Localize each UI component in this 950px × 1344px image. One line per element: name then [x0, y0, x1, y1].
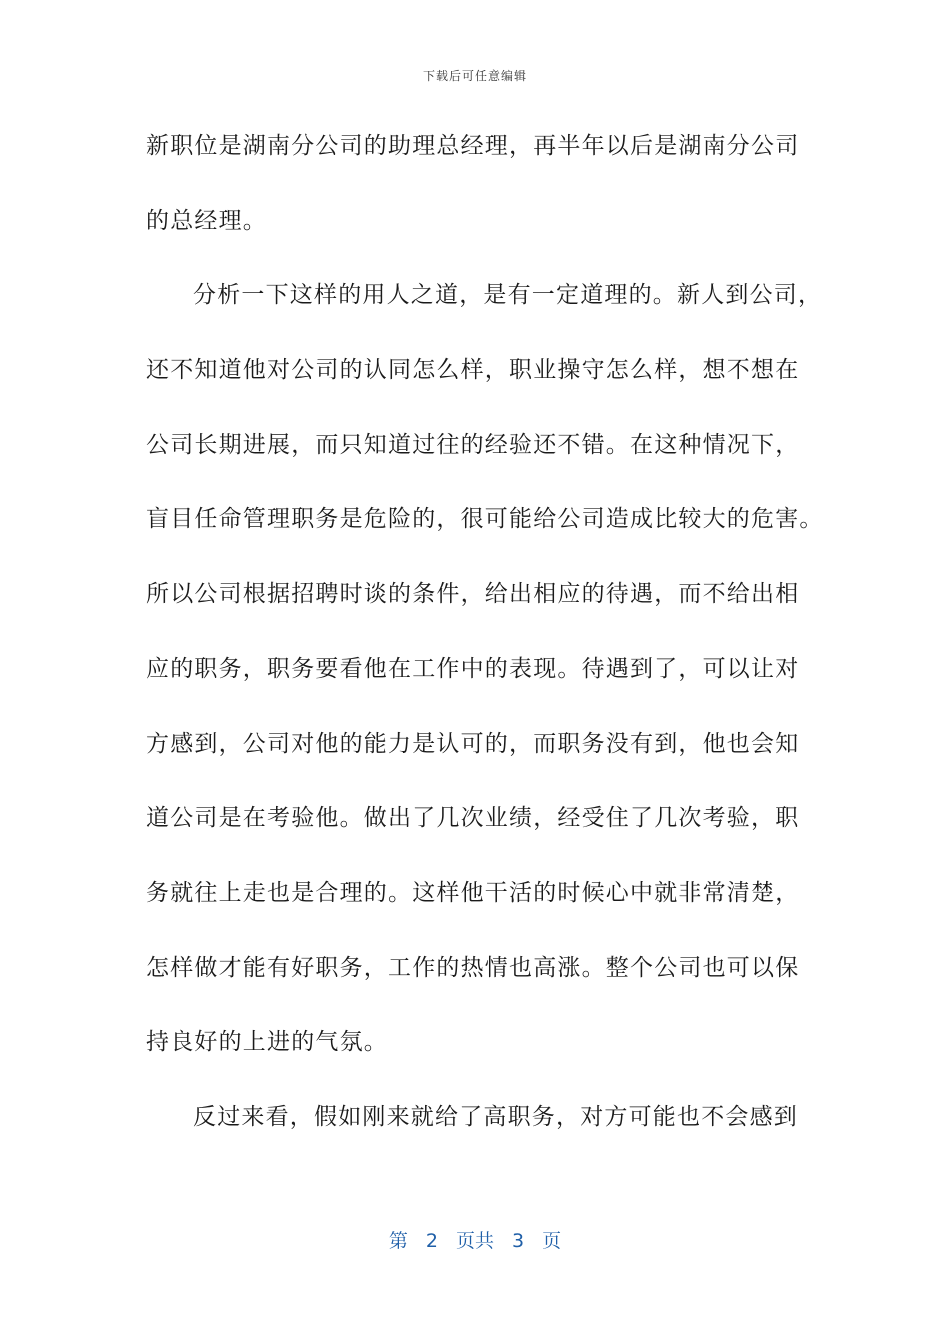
- text-line: 持良好的上进的气氛。: [146, 1029, 388, 1056]
- footer-middle: 页共: [455, 1230, 494, 1252]
- document-body: [146, 118, 824, 1164]
- text-line: 盲目任命管理职务是危险的，很可能给公司造成比较大的危害。: [146, 506, 824, 533]
- text-line: 怎样做才能有好职务，工作的热情也高涨。整个公司也可以保: [146, 954, 800, 981]
- text-line: 新职位是湖南分公司的助理总经理，再半年以后是湖南分公司: [146, 133, 800, 159]
- text-line: 方感到，公司对他的能力是认可的，而职务没有到，他也会知: [146, 730, 800, 757]
- text-line: 还不知道他对公司的认同怎么样，职业操守怎么样，想不想在: [146, 357, 800, 384]
- footer-prefix: 第: [388, 1230, 408, 1252]
- text-line: 道公司是在考验他。做出了几次业绩，经受住了几次考验，职: [146, 805, 800, 832]
- text-line: 应的职务，职务要看他在工作中的表现。待遇到了，可以让对: [146, 655, 800, 682]
- paragraph-start-line: 反过来看，假如刚来就给了高职务，对方可能也不会感到: [193, 1103, 798, 1130]
- text-line: 的总经理。: [146, 207, 267, 234]
- footer-suffix: 页: [542, 1230, 562, 1252]
- current-page-number: 2: [425, 1230, 438, 1252]
- text-line: 所以公司根据招聘时谈的条件，给出相应的待遇，而不给出相: [146, 581, 800, 608]
- text-line: 公司长期进展，而只知道过往的经验还不错。在这种情况下，: [146, 431, 800, 458]
- page-footer: [0, 1226, 950, 1253]
- page-header: 下载后可任意编辑: [422, 69, 527, 83]
- total-pages-number: 3: [512, 1230, 525, 1252]
- paragraph-start-line: 分析一下这样的用人之道，是有一定道理的。新人到公司，: [193, 282, 823, 309]
- text-line: 务就往上走也是合理的。这样他干活的时候心中就非常清楚，: [146, 879, 800, 906]
